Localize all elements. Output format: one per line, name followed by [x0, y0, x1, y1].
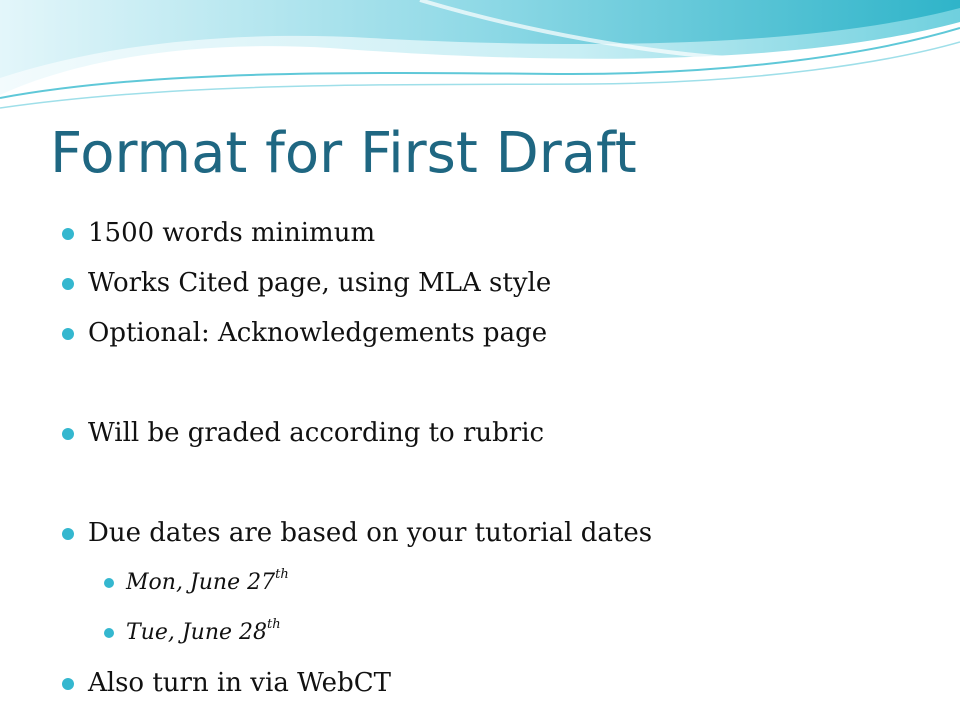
bullet-dot-icon — [62, 278, 74, 290]
bullet-text: 1500 words minimum — [88, 218, 376, 248]
spacer — [62, 358, 942, 408]
sub-bullet-item — [104, 558, 942, 608]
bullet-dot-icon — [62, 328, 74, 340]
sub-bullet-item — [104, 608, 942, 658]
decorative-wave-banner — [0, 0, 960, 130]
bullet-dot-icon — [62, 528, 74, 540]
bullet-dot-icon — [62, 228, 74, 240]
slide-title: Format for First Draft — [50, 121, 637, 186]
ordinal-suffix: th — [275, 567, 289, 582]
ordinal-suffix: th — [267, 617, 281, 632]
sub-bullet-text: Mon, June 27 — [126, 570, 276, 595]
bullet-dot-icon — [104, 578, 114, 588]
bullet-item — [62, 508, 942, 558]
sub-bullet-text: Tue, June 28 — [126, 620, 268, 645]
bullet-item — [62, 658, 942, 708]
bullet-item — [62, 208, 942, 258]
bullet-text: Will be graded according to rubric — [88, 418, 545, 448]
bullet-item — [62, 258, 942, 308]
bullet-text: Works Cited page, using MLA style — [88, 268, 552, 298]
spacer — [62, 458, 942, 508]
bullet-item — [62, 308, 942, 358]
bullet-text: Due dates are based on your tutorial dates — [88, 518, 653, 548]
bullet-list — [62, 208, 942, 708]
bullet-dot-icon — [62, 678, 74, 690]
bullet-dot-icon — [104, 628, 114, 638]
bullet-text: Also turn in via WebCT — [88, 668, 391, 698]
bullet-item — [62, 408, 942, 458]
bullet-text: Optional: Acknowledgements page — [88, 318, 548, 348]
bullet-dot-icon — [62, 428, 74, 440]
